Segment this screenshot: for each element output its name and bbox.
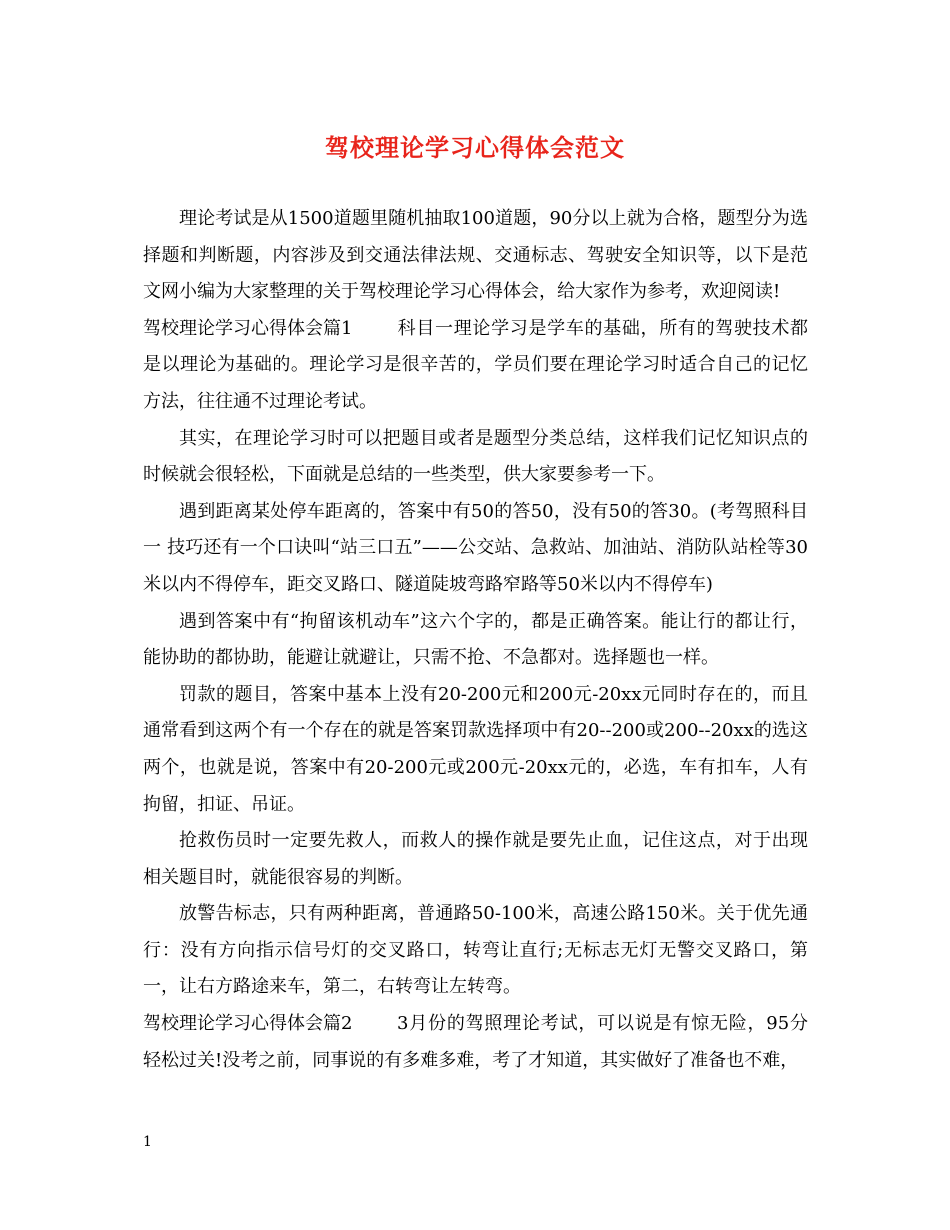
body-paragraph: 抢救伤员时一定要先救人，而救人的操作就是要先止血，记住这点，对于出现相关题目时，就能很容易的判断。 [143,830,808,888]
page-number: 1 [143,1134,152,1150]
document-body [143,201,808,1079]
section-text: 3月份的驾照理论考试，可以说是有惊无险，95分轻松过关!没考之前，同事说的有多难多难，考了才知道，其实做好了准备也不难， [143,1013,808,1071]
section-heading: 驾校理论学习心得体会篇2 [143,1013,353,1035]
section-heading: 驾校理论学习心得体会篇1 [143,317,353,339]
section-1-paragraph [143,311,808,421]
body-paragraph: 放警告标志，只有两种距离，普通路50-100米，高速公路150米。关于优先通行：没有方向指示信号灯的交叉路口，转弯让直行;无标志无灯无警交叉路口，第一，让右方路途来车，第二，右转弯让左转弯。 [143,903,808,998]
body-paragraph: 罚款的题目，答案中基本上没有20-200元和200元-20xx元同时存在的，而且通常看到这两个有一个存在的就是答案罚款选择项中有20--200或200--20xx的选这两个，也就是说，答案中有20-200元或200元-20xx元的，必选，车有扣车，人有拘留，扣证、吊证。 [143,683,808,815]
section-text: 科目一理论学习是学车的基础，所有的驾驶技术都是以理论为基础的。理论学习是很辛苦的，学员们要在理论学习时适合自己的记忆方法，往往通不过理论考试。 [143,317,808,412]
body-paragraph: 遇到距离某处停车距离的，答案中有50的答50，没有50的答30。(考驾照科目一 技巧还有一个口诀叫“站三口五”——公交站、急救站、加油站、消防队站栓等30米以内不得停车，距交叉路口、隧道陡坡弯路窄路等50米以内不得停车) [143,500,808,595]
body-paragraph: 遇到答案中有“拘留该机动车”这六个字的，都是正确答案。能让行的都让行，能协助的都协助，能避让就避让，只需不抢、不急都对。选择题也一样。 [143,610,808,669]
document-title: 驾校理论学习心得体会范文 [325,133,625,162]
body-paragraph: 其实，在理论学习时可以把题目或者是题型分类总结，这样我们记忆知识点的时候就会很轻松，下面就是总结的一些类型，供大家要参考一下。 [143,427,808,486]
intro-paragraph: 理论考试是从1500道题里随机抽取100道题，90分以上就为合格，题型分为选择题和判断题，内容涉及到交通法律法规、交通标志、驾驶安全知识等，以下是范文网小编为大家整理的关于驾校理论学习心得体会，给大家作为参考，欢迎阅读! [143,208,808,303]
section-2-paragraph [143,1006,808,1079]
